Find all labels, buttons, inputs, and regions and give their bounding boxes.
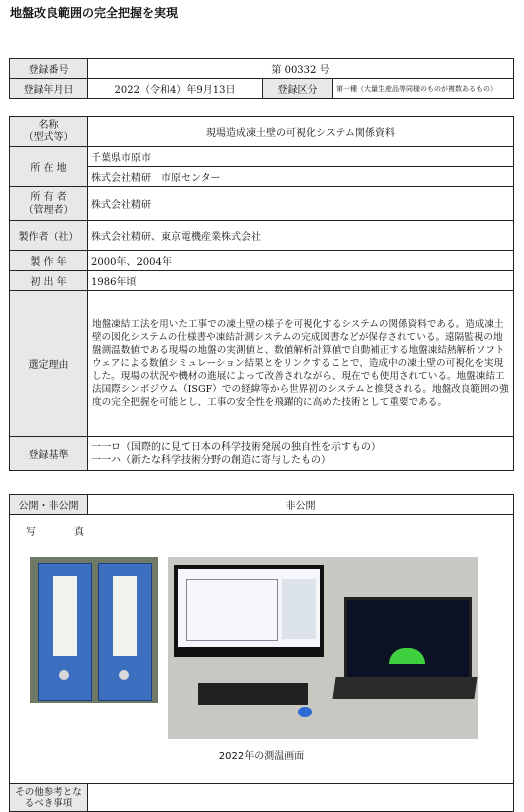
- laptop: [344, 597, 472, 681]
- reg-category-value: 第一種（大量生産品等同様のものが複数あるもの）: [333, 79, 514, 99]
- owner-value: 株式会社精研: [88, 187, 514, 221]
- page-title: 地盤改良範囲の完全把握を実現: [10, 6, 179, 20]
- owner-label: 所 有 者 （管理者）: [10, 187, 88, 221]
- monitoring-screen-photo: [168, 557, 478, 739]
- location-value-2: 株式会社精研 市原センター: [88, 167, 514, 187]
- year-value: 2000年、2004年: [88, 251, 514, 271]
- photo-section: [10, 515, 514, 784]
- first-year-label: 初 出 年: [10, 271, 88, 291]
- reg-category-label: 登録区分: [263, 79, 333, 99]
- criteria-label: 登録基準: [10, 437, 88, 471]
- registration-table: [9, 58, 514, 99]
- mouse: [298, 707, 312, 717]
- photo-caption: 2022年の測温画面: [218, 751, 305, 762]
- location-value-1: 千葉県市原市: [88, 147, 514, 167]
- reg-number-value: 第 00332 号: [88, 59, 514, 79]
- photo-label: 写 真: [26, 527, 98, 538]
- maker-value: 株式会社精研、東京電機産業株式会社: [88, 221, 514, 251]
- keyboard: [198, 683, 308, 705]
- reg-date-label: 登録年月日: [10, 79, 88, 99]
- public-table: [9, 494, 514, 812]
- reg-number-label: 登録番号: [10, 59, 88, 79]
- public-value: 非公開: [88, 495, 514, 515]
- criteria-item-2: 一一ハ（新たな科学技術分野の創造に寄与したもの）: [91, 454, 331, 466]
- binder-2: [98, 563, 152, 701]
- reason-label: 選定理由: [10, 291, 88, 437]
- maker-label: 製作者（社）: [10, 221, 88, 251]
- binders-photo: [30, 557, 158, 703]
- binder-1: [38, 563, 92, 701]
- notes-label: その他参考となるべき事項: [10, 784, 88, 812]
- name-label: 名称 （型式等）: [10, 117, 88, 147]
- monitor: [174, 565, 324, 657]
- notes-value: [88, 784, 514, 812]
- name-value: 現場造成凍土壁の可視化システム関係資料: [88, 117, 514, 147]
- location-label: 所 在 地: [10, 147, 88, 187]
- reason-value: 地盤凍結工法を用いた工事での凍土壁の様子を可視化するシステムの関係資料である。造成凍土壁の図化システムの仕様書や凍結計測システムの完成図書などが保存されている。遠隔監視の地盤測温数値である現場の地盤の実測値と、数値解析計算値で自動補正する地盤凍結熱解析ソフトウェアによる数値シミュレーション結果とをリンクすることで、造成中の凍土壁の可視化を実現した。現場の状況や機材の進展によって改善されながら、現在でも使用されている。地盤凍結工法国際シンポジウム（ISGF）での経緯等から世界初のシステムと推奨される。地盤改良範囲の強度の完全把握を可能とし、工事の安全性を飛躍的に高めた技術として重要である。: [88, 291, 514, 437]
- year-label: 製 作 年: [10, 251, 88, 271]
- reg-date-value: 2022（令和4）年9月13日: [88, 79, 263, 99]
- criteria-item-1: 一一ロ（国際的に見て日本の科学技術発展の独自性を示すもの）: [91, 441, 381, 453]
- first-year-value: 1986年頃: [88, 271, 514, 291]
- public-label: 公開・非公開: [10, 495, 88, 515]
- details-table: [9, 116, 514, 471]
